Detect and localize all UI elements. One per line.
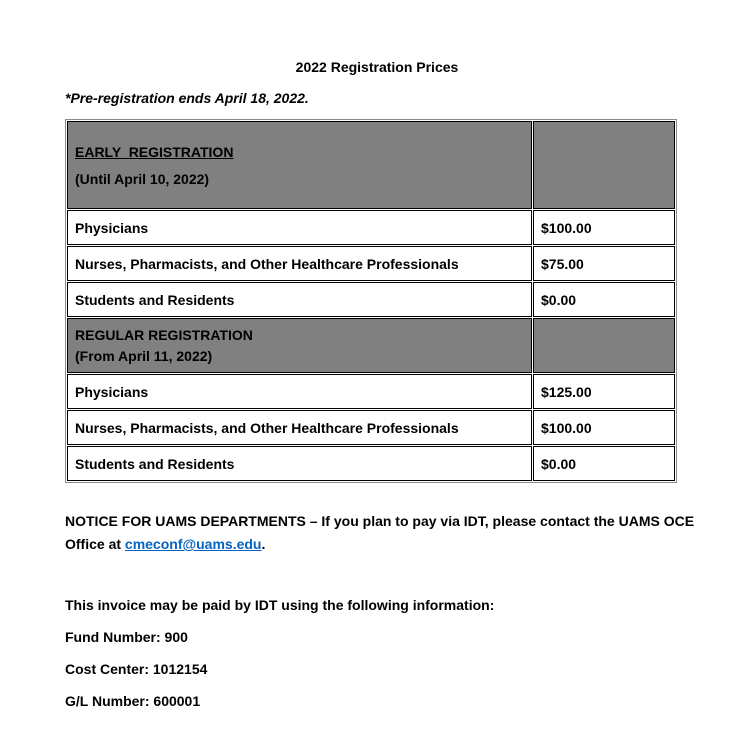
- table-row: [67, 210, 675, 245]
- row-label: Physicians: [67, 374, 532, 409]
- table-row: [67, 282, 675, 317]
- fund-number: Fund Number: 900: [65, 629, 188, 645]
- row-label: Physicians: [67, 210, 532, 245]
- gl-number: G/L Number: 600001: [65, 693, 201, 709]
- cost-center: Cost Center: 1012154: [65, 661, 208, 677]
- early-registration-heading: EARLY REGISTRATION: [75, 143, 234, 160]
- notice-text: NOTICE FOR UAMS DEPARTMENTS – If you plan to pay via IDT, please contact the UAMS OCE Office at: [65, 513, 695, 552]
- row-price: $125.00: [533, 374, 675, 409]
- page-title: 2022 Registration Prices: [295, 59, 459, 75]
- table-row: [67, 446, 675, 481]
- notice-end: .: [261, 536, 266, 552]
- regular-registration-dates: (From April 11, 2022): [75, 348, 213, 364]
- row-price: $100.00: [533, 210, 675, 245]
- row-price: $0.00: [533, 446, 675, 481]
- registration-prices-table: [65, 119, 677, 483]
- early-registration-header-row: [67, 121, 675, 209]
- email-link[interactable]: cmeconf@uams.edu: [124, 536, 262, 552]
- row-label: Nurses, Pharmacists, and Other Healthcare Professionals: [67, 410, 532, 445]
- regular-registration-header-row: [67, 318, 675, 373]
- early-registration-header-price-cell: [533, 121, 675, 209]
- preregistration-note: *Pre-registration ends April 18, 2022.: [65, 90, 309, 106]
- row-price: $0.00: [533, 282, 675, 317]
- row-price: $75.00: [533, 246, 675, 281]
- uams-departments-notice: [65, 510, 705, 556]
- row-label: Students and Residents: [67, 282, 532, 317]
- row-price: $100.00: [533, 410, 675, 445]
- table-row: [67, 410, 675, 445]
- regular-registration-header-price-cell: [533, 318, 675, 373]
- early-registration-dates: (Until April 10, 2022): [75, 170, 210, 187]
- table-row: [67, 246, 675, 281]
- row-label: Students and Residents: [67, 446, 532, 481]
- idt-intro: This invoice may be paid by IDT using the following information:: [65, 597, 495, 613]
- row-label: Nurses, Pharmacists, and Other Healthcare Professionals: [67, 246, 532, 281]
- table-row: [67, 374, 675, 409]
- early-registration-header: [67, 121, 532, 209]
- regular-registration-heading: REGULAR REGISTRATION: [75, 327, 253, 343]
- regular-registration-header: [67, 318, 532, 373]
